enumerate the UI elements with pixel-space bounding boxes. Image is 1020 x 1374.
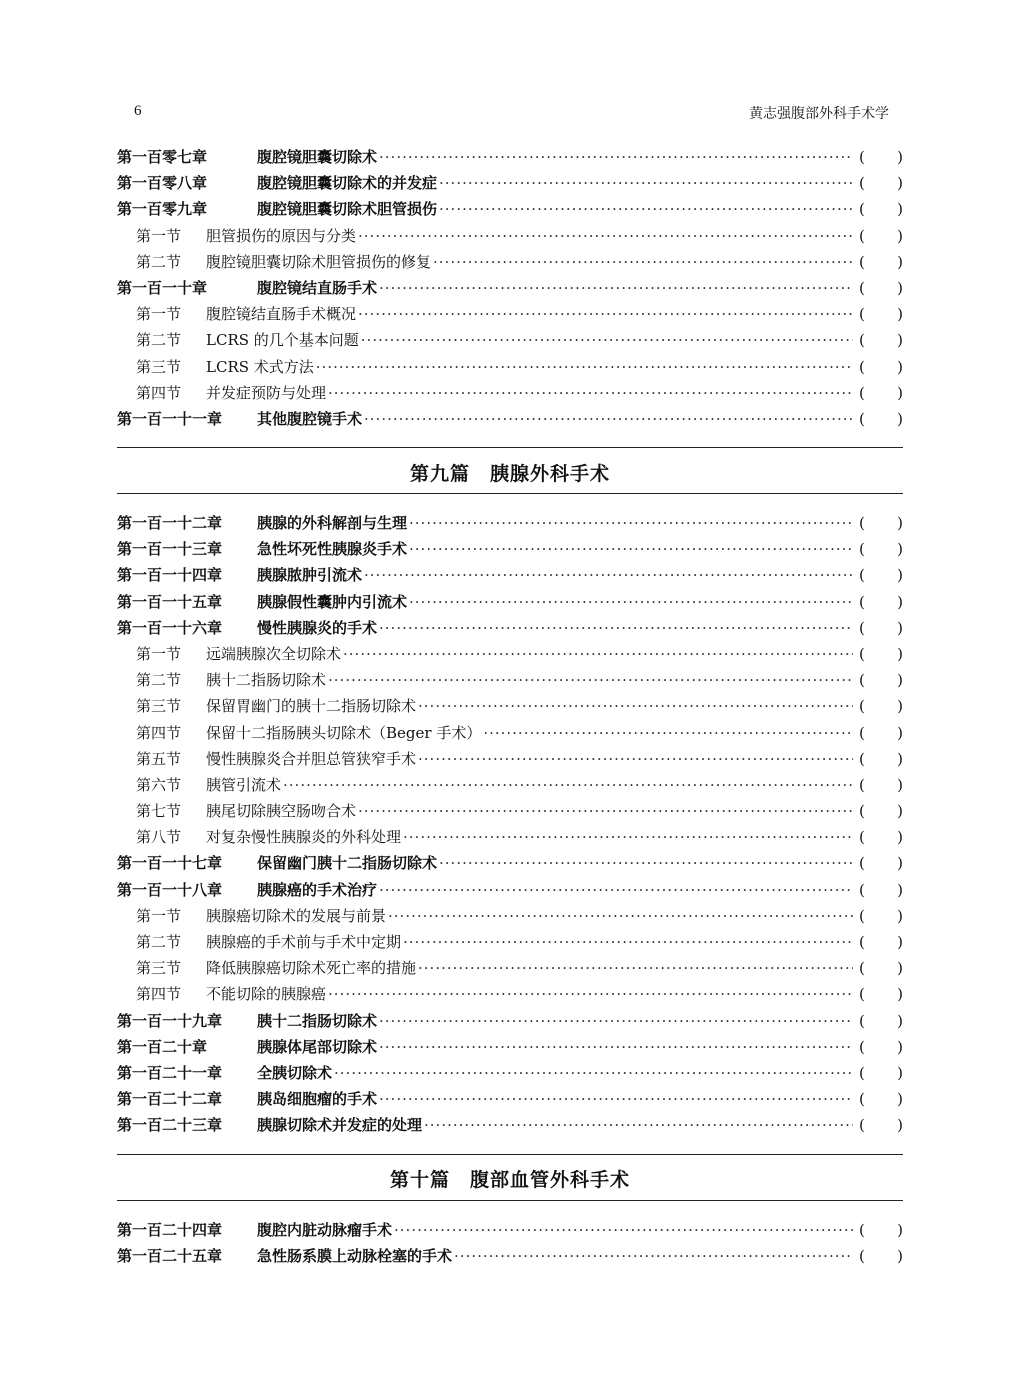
open-paren: ( (859, 697, 865, 716)
dot-leader (409, 536, 853, 562)
close-paren: ) (897, 1037, 903, 1056)
entry-title: 腹腔镜胆囊切除术胆管损伤 (257, 200, 438, 219)
entry-label: 第一节 (136, 305, 182, 324)
entry-title: 慢性胰腺炎的手术 (257, 618, 378, 637)
open-paren: ( (859, 409, 865, 428)
page-reference (859, 406, 903, 432)
toc-block-part10 (117, 1217, 903, 1269)
entry-title: 胆管损伤的原因与分类 (206, 226, 357, 245)
toc-chapter-row (117, 589, 903, 615)
open-paren: ( (859, 1063, 865, 1082)
entry-label: 第二节 (136, 252, 182, 271)
entry-title: LCRS 术式方法 (206, 357, 314, 376)
open-paren: ( (859, 1011, 865, 1030)
page-reference (859, 249, 903, 275)
page-reference (859, 510, 903, 536)
entry-title: 胰腺脓肿引流术 (257, 566, 363, 585)
entry-title: 并发症预防与处理 (206, 383, 327, 402)
page-reference (859, 693, 903, 719)
open-paren: ( (859, 985, 865, 1004)
entry-title: 胰腺的外科解剖与生理 (257, 514, 408, 532)
entry-label: 第三节 (136, 959, 182, 978)
page-reference (859, 196, 903, 222)
open-paren: ( (859, 226, 865, 245)
page-reference (859, 903, 903, 929)
open-paren: ( (859, 331, 865, 350)
page-reference (859, 562, 903, 588)
close-paren: ) (897, 775, 903, 794)
page-reference (859, 380, 903, 406)
open-paren: ( (859, 278, 865, 297)
open-paren: ( (859, 906, 865, 925)
open-paren: ( (859, 357, 865, 376)
toc-block-part9 (117, 510, 903, 1139)
close-paren: ) (897, 1011, 903, 1030)
page-reference (859, 354, 903, 380)
close-paren: ) (897, 959, 903, 978)
open-paren: ( (859, 592, 865, 611)
open-paren: ( (859, 828, 865, 847)
dot-leader (316, 354, 853, 380)
entry-label: 第一百一十一章 (117, 409, 223, 428)
page-reference (859, 589, 903, 615)
toc-chapter-row (117, 1008, 903, 1034)
entry-title: 胰十二指肠切除术 (257, 1011, 378, 1030)
entry-title: 胰腺假性囊肿内引流术 (257, 592, 408, 611)
toc-section-row (117, 746, 903, 772)
book-title: 黄志强腹部外科手术学 (749, 106, 889, 122)
entry-label: 第二节 (136, 671, 182, 690)
dot-leader (418, 746, 853, 772)
close-paren: ) (897, 514, 903, 532)
toc-chapter-row (117, 1243, 903, 1269)
entry-label: 第一百一十九章 (117, 1011, 223, 1030)
entry-title: 腹腔镜结直肠手术概况 (206, 305, 357, 324)
dot-leader (483, 720, 853, 746)
open-paren: ( (859, 880, 865, 899)
dot-leader (379, 1034, 853, 1060)
dot-leader (424, 1112, 853, 1138)
close-paren: ) (897, 1247, 903, 1266)
page-reference (859, 1243, 903, 1269)
toc-section-row (117, 223, 903, 249)
toc-section-row (117, 641, 903, 667)
dot-leader (394, 1217, 853, 1243)
close-paren: ) (897, 697, 903, 716)
open-paren: ( (859, 618, 865, 637)
part10-top-rule (117, 1154, 903, 1155)
entry-label: 第一百一十五章 (117, 592, 223, 611)
open-paren: ( (859, 540, 865, 559)
page-reference (859, 1086, 903, 1112)
open-paren: ( (859, 644, 865, 663)
open-paren: ( (859, 749, 865, 768)
page-reference (859, 301, 903, 327)
toc-chapter-row (117, 615, 903, 641)
toc-section-row (117, 903, 903, 929)
page-reference (859, 170, 903, 196)
dot-leader (328, 667, 853, 693)
entry-title: 胰岛细胞瘤的手术 (257, 1090, 378, 1109)
toc-chapter-row (117, 170, 903, 196)
entry-title: 保留幽门胰十二指肠切除术 (257, 854, 438, 873)
toc-chapter-row (117, 196, 903, 222)
close-paren: ) (897, 540, 903, 559)
entry-title: 胰尾切除胰空肠吻合术 (206, 802, 357, 821)
page-reference (859, 746, 903, 772)
entry-label: 第三节 (136, 357, 182, 376)
close-paren: ) (897, 1221, 903, 1239)
toc-block-before-part9 (117, 144, 903, 432)
open-paren: ( (859, 252, 865, 271)
close-paren: ) (897, 592, 903, 611)
toc-chapter-row (117, 275, 903, 301)
toc-chapter-row (117, 877, 903, 903)
entry-title: 胰十二指肠切除术 (206, 671, 327, 690)
entry-label: 第一百一十八章 (117, 880, 223, 899)
dot-leader (403, 824, 853, 850)
entry-title: 腹腔镜胆囊切除术的并发症 (257, 174, 438, 193)
page-reference (859, 955, 903, 981)
entry-label: 第四节 (136, 383, 182, 402)
entry-label: 第六节 (136, 775, 182, 794)
page-reference (859, 1112, 903, 1138)
dot-leader (439, 196, 853, 222)
entry-label: 第一百零九章 (117, 200, 208, 219)
page-reference (859, 1217, 903, 1243)
dot-leader (379, 144, 853, 170)
open-paren: ( (859, 959, 865, 978)
toc-section-row (117, 249, 903, 275)
toc-section-row (117, 955, 903, 981)
page-reference (859, 1008, 903, 1034)
entry-title: 慢性胰腺炎合并胆总管狭窄手术 (206, 749, 417, 768)
open-paren: ( (859, 1037, 865, 1056)
open-paren: ( (859, 723, 865, 742)
toc-section-row (117, 772, 903, 798)
toc-chapter-row (117, 144, 903, 170)
close-paren: ) (897, 671, 903, 690)
entry-title: 全胰切除术 (257, 1063, 333, 1082)
page-reference (859, 850, 903, 876)
close-paren: ) (897, 305, 903, 324)
entry-title: 保留十二指肠胰头切除术（Beger 手术） (206, 723, 482, 742)
dot-leader (364, 406, 853, 432)
part9-bottom-rule (117, 493, 903, 494)
open-paren: ( (859, 854, 865, 873)
close-paren: ) (897, 1063, 903, 1082)
page-reference (859, 720, 903, 746)
entry-label: 第一百一十章 (117, 278, 208, 297)
entry-label: 第二节 (136, 933, 182, 951)
dot-leader (388, 903, 853, 929)
close-paren: ) (897, 985, 903, 1004)
open-paren: ( (859, 802, 865, 821)
page-reference (859, 1034, 903, 1060)
entry-label: 第七节 (136, 802, 182, 821)
toc-section-row (117, 720, 903, 746)
dot-leader (379, 615, 853, 641)
dot-leader (418, 955, 853, 981)
open-paren: ( (859, 775, 865, 794)
page-reference (859, 223, 903, 249)
entry-title: 不能切除的胰腺癌 (206, 985, 327, 1004)
toc-chapter-row (117, 850, 903, 876)
page-reference (859, 641, 903, 667)
page-reference (859, 275, 903, 301)
dot-leader (439, 170, 853, 196)
close-paren: ) (897, 802, 903, 821)
toc-chapter-row (117, 562, 903, 588)
entry-title: 胰管引流术 (206, 775, 282, 794)
entry-title: 其他腹腔镜手术 (257, 409, 363, 428)
entry-title: 远端胰腺次全切除术 (206, 644, 342, 663)
part10-bottom-rule (117, 1200, 903, 1201)
entry-label: 第一百一十二章 (117, 514, 223, 532)
entry-label: 第一节 (136, 906, 182, 925)
entry-label: 第一百二十章 (117, 1037, 208, 1056)
dot-leader (283, 772, 853, 798)
entry-title: 腹腔内脏动脉瘤手术 (257, 1221, 393, 1239)
close-paren: ) (897, 880, 903, 899)
toc-chapter-row (117, 536, 903, 562)
toc-section-row (117, 693, 903, 719)
dot-leader (379, 877, 853, 903)
part9-title: 第九篇 胰腺外科手术 (409, 463, 610, 485)
entry-title: 胰腺癌切除术的发展与前景 (206, 906, 387, 925)
open-paren: ( (859, 148, 865, 166)
toc-section-row (117, 327, 903, 353)
dot-leader (358, 301, 853, 327)
entry-title: 胰腺癌的手术治疗 (257, 880, 378, 899)
entry-title: 胰腺体尾部切除术 (257, 1037, 378, 1056)
dot-leader (418, 693, 853, 719)
toc-section-row (117, 981, 903, 1007)
entry-title: 对复杂慢性胰腺炎的外科处理 (206, 828, 402, 847)
page-reference (859, 824, 903, 850)
page-reference (859, 1060, 903, 1086)
open-paren: ( (859, 1116, 865, 1135)
entry-title: 急性肠系膜上动脉栓塞的手术 (257, 1247, 453, 1266)
page-reference (859, 615, 903, 641)
page-number: 6 (134, 103, 142, 119)
open-paren: ( (859, 1221, 865, 1239)
close-paren: ) (897, 148, 903, 166)
close-paren: ) (897, 278, 903, 297)
entry-label: 第一百二十二章 (117, 1090, 223, 1109)
open-paren: ( (859, 514, 865, 532)
part9-top-rule (117, 447, 903, 448)
close-paren: ) (897, 828, 903, 847)
close-paren: ) (897, 357, 903, 376)
entry-title: 保留胃幽门的胰十二指肠切除术 (206, 697, 417, 716)
dot-leader (328, 380, 853, 406)
page-reference (859, 144, 903, 170)
entry-label: 第一百零七章 (117, 148, 208, 166)
entry-label: 第一百二十五章 (117, 1247, 223, 1266)
open-paren: ( (859, 305, 865, 324)
entry-label: 第一节 (136, 226, 182, 245)
toc-section-row (117, 929, 903, 955)
dot-leader (439, 850, 853, 876)
entry-title: 降低胰腺癌切除术死亡率的措施 (206, 959, 417, 978)
part10-title: 第十篇 腹部血管外科手术 (389, 1169, 630, 1191)
entry-title: LCRS 的几个基本问题 (206, 331, 359, 350)
open-paren: ( (859, 671, 865, 690)
open-paren: ( (859, 174, 865, 193)
toc-chapter-row (117, 1034, 903, 1060)
entry-title: 腹腔镜胆囊切除术 (257, 148, 378, 166)
open-paren: ( (859, 1090, 865, 1109)
dot-leader (454, 1243, 853, 1269)
entry-label: 第八节 (136, 828, 182, 847)
dot-leader (403, 929, 853, 955)
toc-section-row (117, 667, 903, 693)
dot-leader (409, 510, 853, 536)
open-paren: ( (859, 200, 865, 219)
toc-section-row (117, 354, 903, 380)
entry-label: 第二节 (136, 331, 182, 350)
dot-leader (379, 275, 853, 301)
close-paren: ) (897, 854, 903, 873)
toc-section-row (117, 301, 903, 327)
page-reference (859, 798, 903, 824)
entry-label: 第四节 (136, 723, 182, 742)
close-paren: ) (897, 933, 903, 951)
entry-label: 第一百一十七章 (117, 854, 223, 873)
entry-label: 第一百二十一章 (117, 1063, 223, 1082)
close-paren: ) (897, 252, 903, 271)
dot-leader (343, 641, 853, 667)
close-paren: ) (897, 200, 903, 219)
entry-title: 腹腔镜结直肠手术 (257, 278, 378, 297)
toc-chapter-row (117, 1217, 903, 1243)
page-reference (859, 667, 903, 693)
close-paren: ) (897, 226, 903, 245)
dot-leader (379, 1008, 853, 1034)
entry-label: 第一百一十四章 (117, 566, 223, 585)
dot-leader (379, 1086, 853, 1112)
entry-label: 第一百一十三章 (117, 540, 223, 559)
entry-title: 胰腺癌的手术前与手术中定期 (206, 933, 402, 951)
entry-title: 腹腔镜胆囊切除术胆管损伤的修复 (206, 252, 432, 271)
dot-leader (328, 981, 853, 1007)
close-paren: ) (897, 174, 903, 193)
dot-leader (364, 562, 853, 588)
dot-leader (358, 798, 853, 824)
entry-label: 第一百一十六章 (117, 618, 223, 637)
page-reference (859, 877, 903, 903)
toc-chapter-row (117, 1112, 903, 1138)
close-paren: ) (897, 331, 903, 350)
entry-label: 第一百零八章 (117, 174, 208, 193)
entry-label: 第三节 (136, 697, 182, 716)
close-paren: ) (897, 723, 903, 742)
open-paren: ( (859, 566, 865, 585)
page-reference (859, 327, 903, 353)
open-paren: ( (859, 1247, 865, 1266)
toc-chapter-row (117, 406, 903, 432)
toc-section-row (117, 824, 903, 850)
dot-leader (358, 223, 853, 249)
close-paren: ) (897, 409, 903, 428)
entry-label: 第一百二十三章 (117, 1116, 223, 1135)
entry-label: 第五节 (136, 749, 182, 768)
close-paren: ) (897, 1090, 903, 1109)
page-reference (859, 929, 903, 955)
close-paren: ) (897, 644, 903, 663)
toc-chapter-row (117, 510, 903, 536)
entry-title: 急性坏死性胰腺炎手术 (257, 540, 408, 559)
close-paren: ) (897, 618, 903, 637)
toc-chapter-row (117, 1086, 903, 1112)
page-reference (859, 981, 903, 1007)
toc-section-row (117, 798, 903, 824)
dot-leader (409, 589, 853, 615)
page-reference (859, 772, 903, 798)
page-reference (859, 536, 903, 562)
close-paren: ) (897, 749, 903, 768)
close-paren: ) (897, 566, 903, 585)
dot-leader (334, 1060, 853, 1086)
entry-label: 第一节 (136, 644, 182, 663)
entry-label: 第四节 (136, 985, 182, 1004)
open-paren: ( (859, 933, 865, 951)
entry-label: 第一百二十四章 (117, 1221, 223, 1239)
close-paren: ) (897, 906, 903, 925)
dot-leader (361, 327, 853, 353)
close-paren: ) (897, 383, 903, 402)
dot-leader (433, 249, 853, 275)
open-paren: ( (859, 383, 865, 402)
toc-chapter-row (117, 1060, 903, 1086)
toc-section-row (117, 380, 903, 406)
close-paren: ) (897, 1116, 903, 1135)
entry-title: 胰腺切除术并发症的处理 (257, 1116, 423, 1135)
